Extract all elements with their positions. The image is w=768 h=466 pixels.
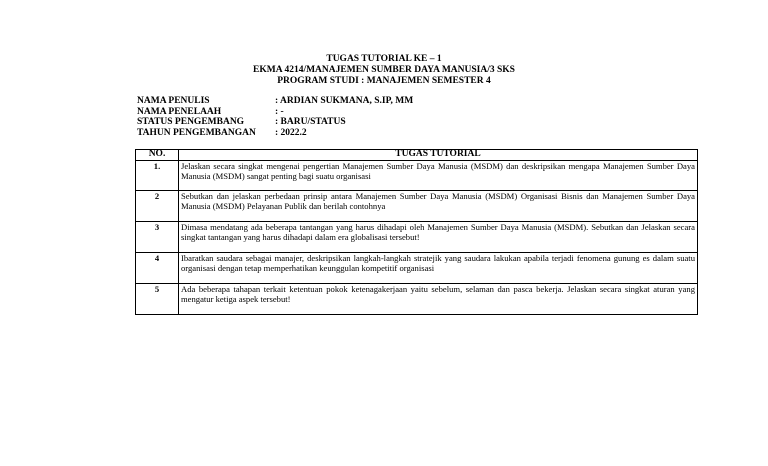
row-number: 1. [136,160,179,190]
table-row [136,221,698,252]
meta-row-status [137,117,413,128]
row-number: 3 [136,221,179,252]
meta-value: : - [275,106,284,117]
table-row [136,190,698,221]
header-title: TUGAS TUTORIAL KE – 1 [326,54,442,64]
column-header-no: NO. [136,150,179,161]
row-task-text: Jelaskan secara singkat mengenai pengertian Manajemen Sumber Daya Manusia (MSDM) dan deskripsikan mengapa Manajemen Sumber Daya Manusia (MSDM) sangat penting bagi suatu organisasi [179,160,698,190]
row-task-text: Ibaratkan saudara sebagai manajer, deskripsikan langkah-langkah stratejik yang saudara lakukan apabila terjadi fenomena gunung es dalam suatu organisasi dengan tetap memperhatikan keunggulan kompetitif organisasi [179,252,698,283]
table-row [136,160,698,190]
meta-label: TAHUN PENGEMBANGAN [137,127,256,138]
row-task-text: Sebutkan dan jelaskan perbedaan prinsip antara Manajemen Sumber Daya Manusia (MSDM) Organisasi Bisnis dan Manajemen Sumber Daya Manusia (MSDM) Pelayanan Publik dan berilah contohnya [179,190,698,221]
document-metadata [137,96,413,138]
table-row [136,283,698,314]
meta-value: : ARDIAN SUKMANA, S.IP, MM [275,96,414,106]
header-course: EKMA 4214/MANAJEMEN SUMBER DAYA MANUSIA/3 SKS [253,65,515,75]
document-header [0,54,768,87]
row-number: 5 [136,283,179,314]
row-number: 2 [136,190,179,221]
meta-label: NAMA PENULIS [137,96,210,106]
meta-row-author [137,96,413,107]
meta-label: STATUS PENGEMBANG [137,117,245,127]
table-header-row [136,150,698,161]
header-program: PROGRAM STUDI : MANAJEMEN SEMESTER 4 [277,76,491,86]
tutorial-task-table [135,149,698,315]
meta-value: : BARU/STATUS [275,117,346,127]
row-task-text: Ada beberapa tahapan terkait ketentuan pokok ketenagakerjaan yaitu sebelum, selaman dan pasca bekerja. Jelaskan secara singkat aturan yang mengatur ketiga aspek tersebut! [179,283,698,314]
meta-row-reviewer [137,107,413,118]
row-number: 4 [136,252,179,283]
row-task-text: Dimasa mendatang ada beberapa tantangan yang harus dihadapi oleh Manajemen Sumber Daya Manusia (MSDM). Sebutkan dan Jelaskan secara singkat tantangan yang harus dihadapi dalam era globalisasi tersebut! [179,221,698,252]
meta-value: : 2022.2 [275,127,307,138]
table-row [136,252,698,283]
column-header-task: TUGAS TUTORIAL [179,150,698,161]
meta-label: NAMA PENELAAH [137,106,222,117]
meta-row-year [137,128,413,139]
